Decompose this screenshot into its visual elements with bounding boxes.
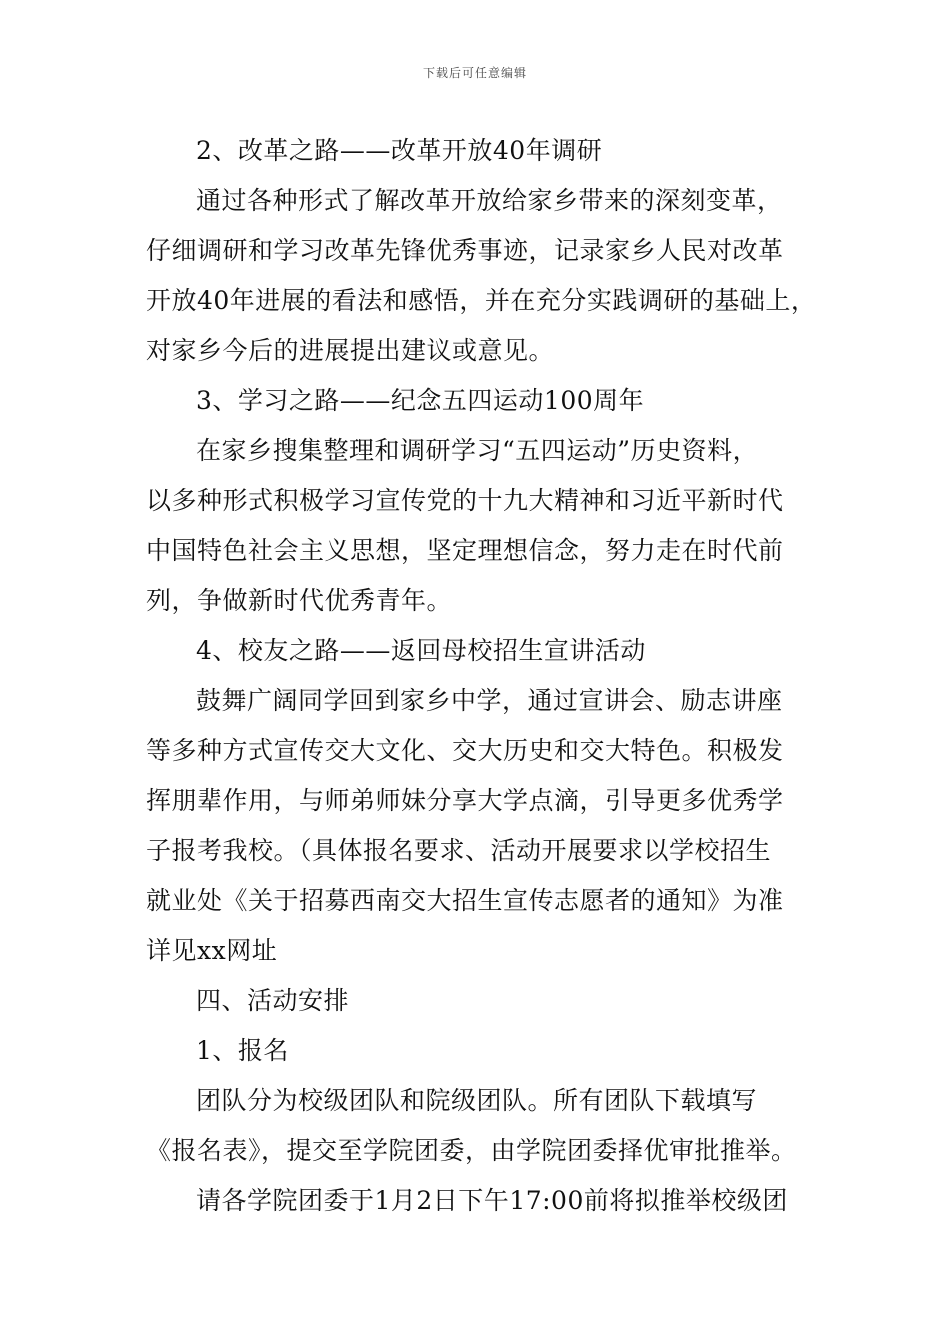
paragraph-line: 团队分为校级团队和院级团队。所有团队下载填写 [196,1086,758,1115]
section-heading-study: 3、学习之路——纪念五四运动100周年 [196,386,645,415]
paragraph-line: 仔细调研和学习改革先锋优秀事迹，记录家乡人民对改革 [146,236,784,265]
paragraph-line: 在家乡搜集整理和调研学习“五四运动”历史资料， [196,436,759,465]
paragraph-line: 请各学院团委于1月2日下午17:00前将拟推举校级团 [196,1186,788,1215]
section-heading-alumni: 4、校友之路——返回母校招生宣讲活动 [196,636,646,665]
paragraph-line: 等多种方式宣传交大文化、交大历史和交大特色。积极发 [146,736,784,765]
paragraph-line: 对家乡今后的进展提出建议或意见。 [146,336,555,365]
paragraph-line: 《报名表》，提交至学院团委，由学院团委择优审批推举。 [146,1136,797,1165]
paragraph-line: 子报考我校。（具体报名要求、活动开展要求以学校招生 [146,836,772,865]
paragraph-line: 就业处《关于招募西南交大招生宣传志愿者的通知》为准 [146,886,784,915]
paragraph-line: 详见xx网址 [146,936,278,965]
paragraph-line: 开放40年进展的看法和感悟，并在充分实践调研的基础上， [146,286,817,315]
paragraph-line: 通过各种形式了解改革开放给家乡带来的深刻变革， [196,186,783,215]
paragraph-line: 以多种形式积极学习宣传党的十九大精神和习近平新时代 [146,486,784,515]
section-heading-reform: 2、改革之路——改革开放40年调研 [196,136,603,165]
paragraph-line: 中国特色社会主义思想，坚定理想信念，努力走在时代前 [146,536,784,565]
paragraph-line: 鼓舞广阔同学回到家乡中学，通过宣讲会、励志讲座 [196,686,783,715]
paragraph-line: 挥朋辈作用，与师弟师妹分享大学点滴，引导更多优秀学 [146,786,784,815]
section-heading-arrangement: 四、活动安排 [196,986,350,1015]
subsection-heading-registration: 1、报名 [196,1036,289,1065]
header-note: 下载后可任意编辑 [422,66,527,80]
paragraph-line: 列，争做新时代优秀青年。 [146,586,453,615]
